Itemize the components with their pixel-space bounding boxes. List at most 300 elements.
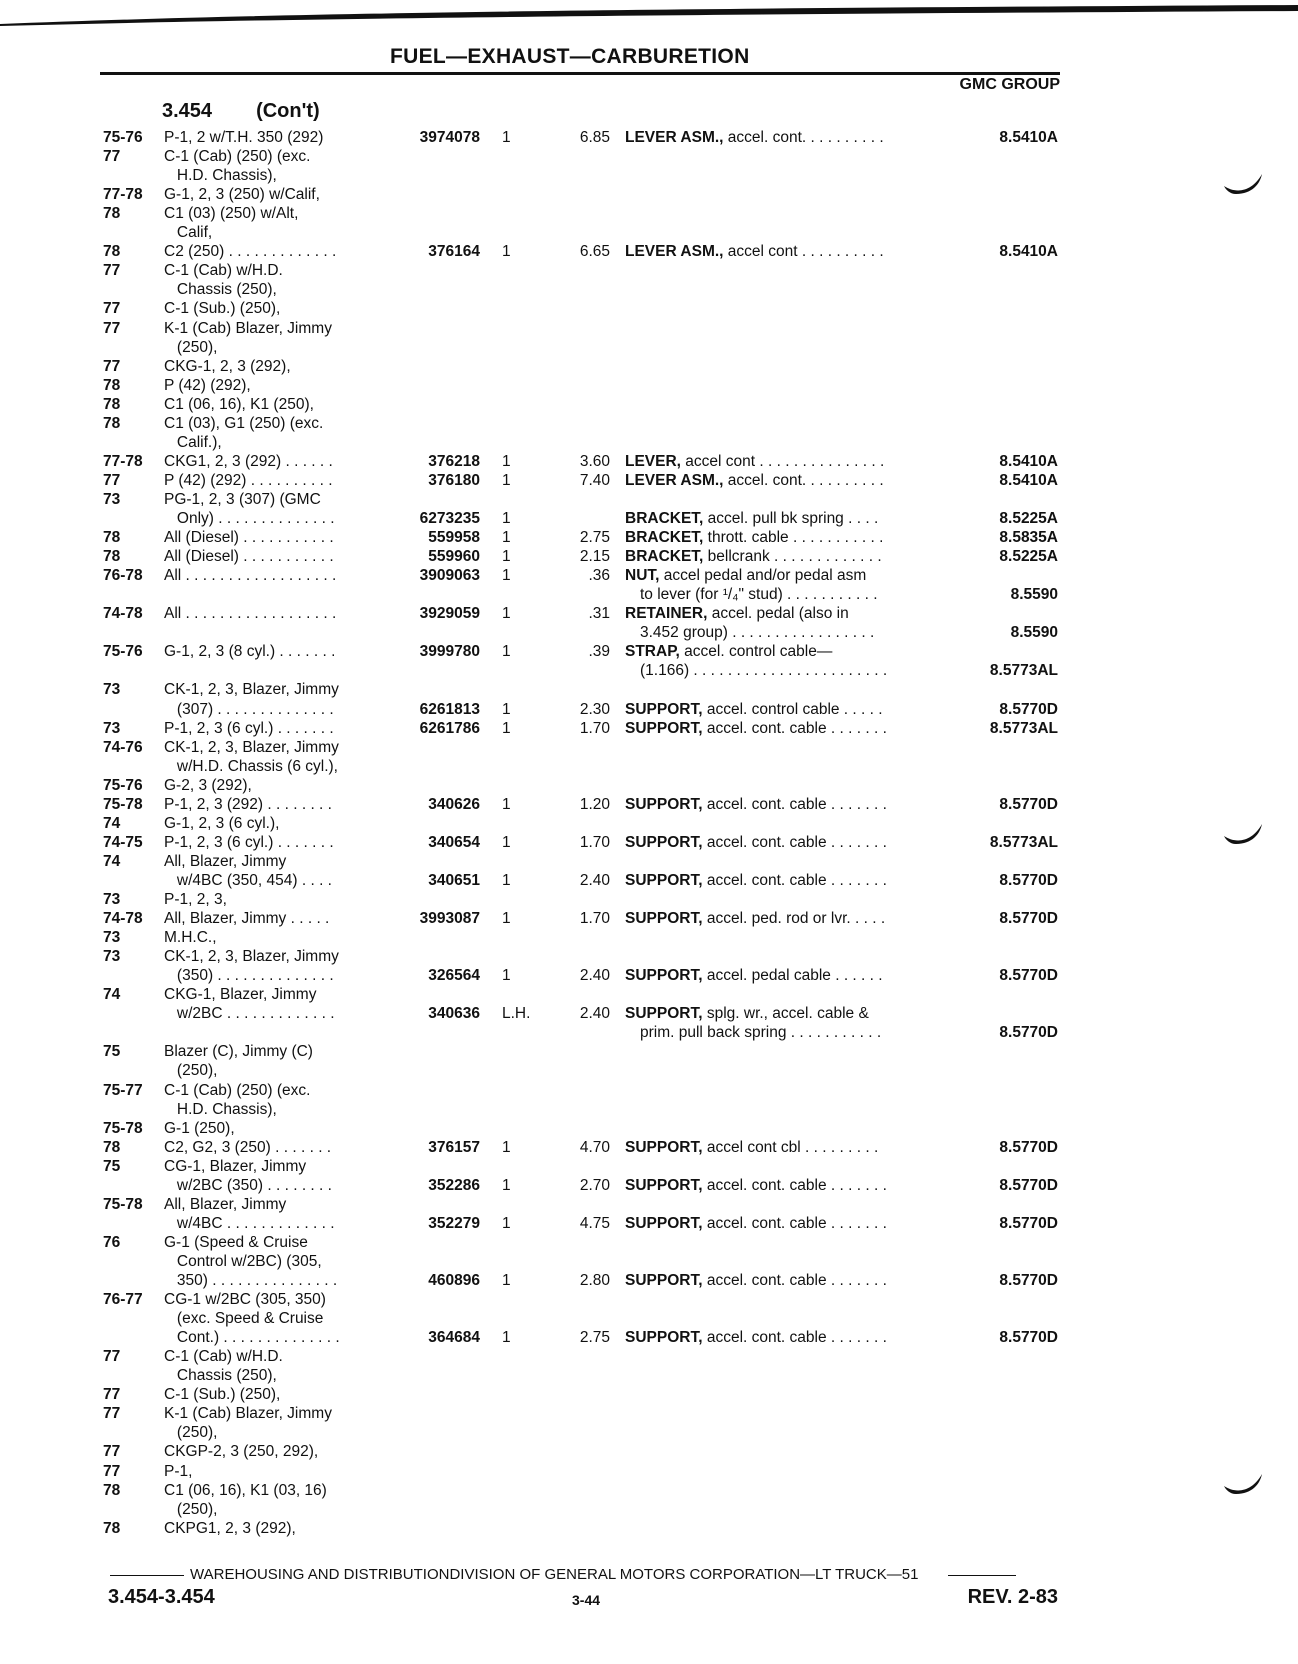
quantity: 1 bbox=[502, 243, 511, 261]
part-detail: accel. cont. cable . . . . . . . bbox=[702, 1176, 887, 1194]
application: G-1 (Speed & Cruise bbox=[164, 1233, 308, 1251]
application: CK-1, 2, 3, Blazer, Jimmy bbox=[164, 948, 339, 966]
table-row bbox=[0, 1348, 1298, 1366]
application: CG-1, Blazer, Jimmy bbox=[164, 1157, 307, 1175]
application: All . . . . . . . . . . . . . . . . . . bbox=[164, 605, 337, 623]
part-name: SUPPORT, bbox=[625, 1329, 703, 1347]
part-description bbox=[640, 662, 887, 680]
footer-text: WAREHOUSING AND DISTRIBUTIONDIVISION OF GENERAL MOTORS CORPORATION—LT TRUCK—51 bbox=[190, 1566, 919, 1583]
model-year: 73 bbox=[103, 891, 121, 908]
group-number: 8.5410A bbox=[999, 452, 1058, 470]
model-year: 78 bbox=[103, 395, 121, 413]
quantity: 1 bbox=[502, 1329, 511, 1347]
part-description bbox=[625, 967, 883, 985]
list-price: 4.70 bbox=[579, 1138, 610, 1156]
part-number: 559960 bbox=[428, 548, 480, 566]
part-description bbox=[625, 872, 887, 890]
part-number: 3974078 bbox=[419, 129, 480, 146]
application: (250), bbox=[164, 1500, 218, 1518]
part-detail: (1.166) . . . . . . . . . . . . . . . . . . . . . . . bbox=[640, 662, 888, 680]
table-row bbox=[0, 167, 1298, 185]
part-description bbox=[625, 243, 884, 261]
table-row bbox=[0, 529, 1298, 547]
application: Chassis (250), bbox=[164, 281, 277, 299]
part-description bbox=[625, 1005, 869, 1023]
part-detail: accel. cont. . . . . . . . . . bbox=[723, 129, 884, 146]
model-year: 75 bbox=[103, 1043, 121, 1061]
table-row bbox=[0, 624, 1298, 642]
part-description bbox=[625, 1177, 887, 1195]
application: All, Blazer, Jimmy . . . . . bbox=[164, 910, 330, 928]
model-year: 73 bbox=[103, 681, 121, 699]
table-row bbox=[0, 1062, 1298, 1080]
model-year: 75-78 bbox=[103, 795, 143, 813]
part-name: SUPPORT, bbox=[625, 1138, 703, 1156]
table-row bbox=[0, 796, 1298, 814]
part-description bbox=[625, 720, 887, 738]
application: C1 (06, 16), K1 (250), bbox=[164, 395, 314, 413]
application: C-1 (Cab) w/H.D. bbox=[164, 262, 283, 280]
application: C-1 (Cab) w/H.D. bbox=[164, 1348, 283, 1366]
application: CKGP-2, 3 (250, 292), bbox=[164, 1443, 319, 1461]
part-description bbox=[640, 1024, 881, 1042]
model-year: 77-78 bbox=[103, 186, 143, 204]
model-year: 78 bbox=[103, 548, 121, 566]
quantity: 1 bbox=[502, 567, 511, 585]
table-row bbox=[0, 320, 1298, 338]
table-row bbox=[0, 1367, 1298, 1385]
table-row bbox=[0, 567, 1298, 585]
list-price: 1.70 bbox=[579, 719, 610, 737]
part-number: 3909063 bbox=[419, 567, 480, 585]
part-detail: accel. ped. rod or lvr. . . . . bbox=[702, 910, 886, 928]
table-row bbox=[0, 1101, 1298, 1119]
part-description bbox=[625, 472, 884, 490]
footer-page-number: 3-44 bbox=[572, 1592, 601, 1608]
group-label: GMC GROUP bbox=[959, 76, 1060, 93]
group-number: 8.5225A bbox=[999, 510, 1058, 527]
application: w/4BC . . . . . . . . . . . . . bbox=[164, 1214, 335, 1232]
application: P-1, 2, 3 (6 cyl.) . . . . . . . bbox=[164, 719, 334, 737]
part-detail: accel cont cbl . . . . . . . . . bbox=[702, 1138, 879, 1156]
model-year: 77 bbox=[103, 471, 121, 489]
part-description bbox=[625, 701, 883, 719]
model-year: 75 bbox=[103, 1157, 121, 1175]
model-year: 75-76 bbox=[103, 776, 143, 794]
part-description bbox=[625, 1329, 887, 1347]
application: G-1, 2, 3 (6 cyl.), bbox=[164, 814, 280, 832]
part-number: 6273235 bbox=[419, 510, 480, 527]
part-number: 376180 bbox=[428, 471, 480, 489]
model-year: 78 bbox=[103, 1138, 121, 1156]
part-name: SUPPORT, bbox=[625, 1214, 703, 1232]
application: w/2BC (350) . . . . . . . . bbox=[164, 1176, 332, 1194]
part-number: 3999780 bbox=[419, 643, 480, 661]
part-number: 376164 bbox=[428, 243, 480, 261]
list-price: 2.75 bbox=[579, 1329, 610, 1347]
table-row bbox=[0, 1120, 1298, 1138]
part-name: STRAP, bbox=[625, 643, 680, 661]
group-number: 8.5590 bbox=[1010, 586, 1058, 604]
part-detail: 3.452 group) . . . . . . . . . . . . . . . . . bbox=[640, 624, 875, 642]
part-detail: accel. cont. cable . . . . . . . bbox=[702, 719, 887, 737]
quantity: 1 bbox=[502, 643, 511, 661]
part-detail: accel. cont. . . . . . . . . . bbox=[723, 471, 884, 489]
model-year: 78 bbox=[103, 1481, 121, 1499]
table-row bbox=[0, 205, 1298, 223]
application: w/H.D. Chassis (6 cyl.), bbox=[164, 757, 338, 775]
table-row bbox=[0, 148, 1298, 166]
table-row bbox=[0, 1158, 1298, 1176]
group-number: 8.5773AL bbox=[989, 662, 1058, 680]
application: C1 (06, 16), K1 (03, 16) bbox=[164, 1481, 327, 1499]
group-number: 8.5770D bbox=[999, 871, 1058, 889]
table-row bbox=[0, 910, 1298, 928]
part-name: LEVER ASM., bbox=[625, 243, 724, 261]
application: All (Diesel) . . . . . . . . . . . bbox=[164, 529, 334, 547]
group-number: 8.5590 bbox=[1010, 624, 1058, 642]
model-year: 78 bbox=[103, 243, 121, 261]
model-year: 74 bbox=[103, 986, 121, 1004]
part-number: 326564 bbox=[428, 967, 480, 985]
table-row bbox=[0, 186, 1298, 204]
model-year: 74-78 bbox=[103, 605, 143, 623]
application: Calif, bbox=[164, 224, 213, 242]
part-description bbox=[625, 129, 884, 147]
application: (350) . . . . . . . . . . . . . . bbox=[164, 967, 334, 985]
part-description bbox=[625, 796, 887, 814]
footer-rule-left bbox=[110, 1575, 184, 1576]
model-year: 77 bbox=[103, 300, 121, 318]
part-description bbox=[625, 605, 849, 623]
model-year: 77 bbox=[103, 357, 121, 375]
model-year: 76-78 bbox=[103, 567, 143, 585]
model-year: 77 bbox=[103, 1386, 121, 1404]
table-row bbox=[0, 739, 1298, 757]
group-number: 8.5770D bbox=[999, 1176, 1058, 1194]
application: C2 (250) . . . . . . . . . . . . . bbox=[164, 243, 337, 261]
list-price: 2.80 bbox=[579, 1272, 610, 1289]
part-number: 559958 bbox=[428, 529, 480, 547]
model-year: 75-78 bbox=[103, 1119, 143, 1137]
table-row bbox=[0, 853, 1298, 871]
part-description bbox=[625, 834, 887, 852]
application: C-1 (Cab) (250) (exc. bbox=[164, 148, 311, 166]
table-row bbox=[0, 586, 1298, 604]
table-row bbox=[0, 872, 1298, 890]
group-number: 8.5225A bbox=[999, 548, 1058, 566]
table-row bbox=[0, 1463, 1298, 1481]
model-year: 74 bbox=[103, 852, 121, 870]
table-row bbox=[0, 281, 1298, 299]
model-year: 77 bbox=[103, 1348, 121, 1366]
part-detail: accel. cont. cable . . . . . . . bbox=[702, 1272, 887, 1289]
part-detail: accel. pull bk spring . . . . bbox=[703, 510, 879, 527]
table-row bbox=[0, 967, 1298, 985]
group-number: 8.5770D bbox=[999, 1138, 1058, 1156]
table-row bbox=[0, 1520, 1298, 1538]
model-year: 78 bbox=[103, 376, 121, 394]
list-price: 1.70 bbox=[579, 910, 610, 928]
table-row bbox=[0, 1139, 1298, 1157]
application: K-1 (Cab) Blazer, Jimmy bbox=[164, 1405, 332, 1423]
table-row bbox=[0, 1082, 1298, 1100]
part-name: SUPPORT, bbox=[625, 719, 703, 737]
part-name: BRACKET, bbox=[625, 529, 704, 547]
section-heading bbox=[162, 100, 320, 123]
application: P (42) (292), bbox=[164, 376, 251, 394]
table-row bbox=[0, 339, 1298, 357]
part-name: LEVER ASM., bbox=[625, 471, 724, 489]
group-number: 8.5410A bbox=[999, 129, 1058, 146]
model-year: 74-75 bbox=[103, 833, 143, 851]
application: C2, G2, 3 (250) . . . . . . . bbox=[164, 1138, 332, 1156]
model-year: 77 bbox=[103, 1462, 121, 1480]
part-detail: thrott. cable . . . . . . . . . . . bbox=[703, 529, 884, 547]
part-description bbox=[640, 586, 878, 604]
list-price: 2.15 bbox=[579, 548, 610, 566]
model-year: 77 bbox=[103, 262, 121, 280]
table-row bbox=[0, 815, 1298, 833]
table-row bbox=[0, 1272, 1298, 1290]
quantity: 1 bbox=[502, 795, 511, 813]
application: H.D. Chassis), bbox=[164, 1100, 277, 1118]
part-detail: accel cont . . . . . . . . . . . . . . . bbox=[680, 452, 885, 470]
table-row bbox=[0, 415, 1298, 433]
part-name: SUPPORT, bbox=[625, 833, 703, 851]
list-price: 2.40 bbox=[579, 967, 610, 985]
table-row bbox=[0, 1443, 1298, 1461]
application: G-1, 2, 3 (8 cyl.) . . . . . . . bbox=[164, 643, 336, 661]
table-row bbox=[0, 758, 1298, 776]
quantity: 1 bbox=[502, 700, 511, 718]
part-name: SUPPORT, bbox=[625, 1176, 703, 1194]
table-row bbox=[0, 1005, 1298, 1023]
quantity: 1 bbox=[502, 910, 511, 928]
part-description bbox=[625, 643, 832, 661]
footer-revision: REV. 2-83 bbox=[967, 1586, 1058, 1608]
quantity: 1 bbox=[502, 129, 511, 146]
table-row bbox=[0, 243, 1298, 261]
table-row bbox=[0, 396, 1298, 414]
application: Chassis (250), bbox=[164, 1367, 277, 1385]
section-number: 3.454 bbox=[162, 100, 213, 122]
model-year: 78 bbox=[103, 529, 121, 547]
application: K-1 (Cab) Blazer, Jimmy bbox=[164, 319, 332, 337]
table-row bbox=[0, 834, 1298, 852]
table-row bbox=[0, 300, 1298, 318]
table-row bbox=[0, 720, 1298, 738]
part-detail: accel. cont. cable . . . . . . . bbox=[702, 795, 887, 813]
group-number: 8.5770D bbox=[999, 700, 1058, 718]
model-year: 75-76 bbox=[103, 643, 143, 661]
table-row bbox=[0, 1501, 1298, 1519]
part-description bbox=[625, 1139, 878, 1157]
model-year: 76 bbox=[103, 1233, 121, 1251]
list-price: .31 bbox=[588, 605, 610, 623]
table-row bbox=[0, 1043, 1298, 1061]
application: Blazer (C), Jimmy (C) bbox=[164, 1043, 313, 1061]
quantity: 1 bbox=[502, 471, 511, 489]
quantity: 1 bbox=[502, 452, 511, 470]
part-detail: accel. cont. cable . . . . . . . bbox=[702, 833, 887, 851]
group-number: 8.5770D bbox=[999, 967, 1058, 985]
quantity: 1 bbox=[502, 1214, 511, 1232]
list-price: .36 bbox=[588, 567, 610, 585]
part-number: 6261813 bbox=[419, 700, 480, 718]
table-row bbox=[0, 262, 1298, 280]
application: G-2, 3 (292), bbox=[164, 776, 252, 794]
part-detail: accel. control cable— bbox=[679, 643, 833, 661]
list-price: 2.75 bbox=[579, 529, 610, 547]
table-row bbox=[0, 1291, 1298, 1309]
quantity: L.H. bbox=[502, 1005, 531, 1023]
application: CK-1, 2, 3, Blazer, Jimmy bbox=[164, 738, 339, 756]
group-number: 8.5770D bbox=[999, 1024, 1058, 1042]
part-name: SUPPORT, bbox=[625, 910, 703, 928]
application: (250), bbox=[164, 338, 218, 356]
table-row bbox=[0, 510, 1298, 528]
binding-hole-mark bbox=[1222, 168, 1266, 198]
application: w/2BC . . . . . . . . . . . . . bbox=[164, 1005, 335, 1023]
table-row bbox=[0, 1329, 1298, 1347]
table-row bbox=[0, 377, 1298, 395]
list-price: 7.40 bbox=[579, 471, 610, 489]
part-detail: accel cont . . . . . . . . . . bbox=[723, 243, 884, 261]
part-name: SUPPORT, bbox=[625, 795, 703, 813]
group-number: 8.5410A bbox=[999, 471, 1058, 489]
part-detail: splg. wr., accel. cable & bbox=[702, 1005, 869, 1023]
table-row bbox=[0, 1386, 1298, 1404]
application: PG-1, 2, 3 (307) (GMC bbox=[164, 490, 321, 508]
list-price: 2.70 bbox=[579, 1176, 610, 1194]
table-row bbox=[0, 1405, 1298, 1423]
quantity: 1 bbox=[502, 1272, 511, 1289]
application: Cont.) . . . . . . . . . . . . . . bbox=[164, 1329, 340, 1347]
group-number: 8.5410A bbox=[999, 243, 1058, 261]
part-name: LEVER, bbox=[625, 452, 681, 470]
application: (250), bbox=[164, 1424, 218, 1442]
model-year: 73 bbox=[103, 948, 121, 966]
top-scan-edge bbox=[0, 0, 1298, 26]
part-number: 364684 bbox=[428, 1329, 480, 1347]
model-year: 73 bbox=[103, 490, 121, 508]
section-continued: (Con't) bbox=[256, 100, 320, 122]
application: CKPG1, 2, 3 (292), bbox=[164, 1519, 296, 1537]
model-year: 77 bbox=[103, 1443, 121, 1461]
list-price: 6.85 bbox=[579, 129, 610, 146]
table-row bbox=[0, 1310, 1298, 1328]
table-row bbox=[0, 491, 1298, 509]
table-row bbox=[0, 1196, 1298, 1214]
model-year: 77-78 bbox=[103, 452, 143, 470]
table-row bbox=[0, 662, 1298, 680]
application: P-1, 2 w/T.H. 350 (292) bbox=[164, 129, 324, 146]
application: CKG-1, 2, 3 (292), bbox=[164, 357, 291, 375]
application: Control w/2BC) (305, bbox=[164, 1252, 322, 1270]
application: All (Diesel) . . . . . . . . . . . bbox=[164, 548, 334, 566]
table-row bbox=[0, 1215, 1298, 1233]
part-number: 3993087 bbox=[419, 910, 480, 928]
part-description bbox=[640, 624, 874, 642]
quantity: 1 bbox=[502, 833, 511, 851]
part-name: NUT, bbox=[625, 567, 660, 585]
list-price: 1.20 bbox=[579, 795, 610, 813]
application: (250), bbox=[164, 1062, 218, 1080]
application: CKG-1, Blazer, Jimmy bbox=[164, 986, 317, 1004]
part-number: 352279 bbox=[428, 1214, 480, 1232]
part-number: 3929059 bbox=[419, 605, 480, 623]
table-row bbox=[0, 1253, 1298, 1271]
application: C-1 (Cab) (250) (exc. bbox=[164, 1081, 311, 1099]
quantity: 1 bbox=[502, 871, 511, 889]
quantity: 1 bbox=[502, 510, 511, 527]
table-row bbox=[0, 1424, 1298, 1442]
application: G-1, 2, 3 (250) w/Calif, bbox=[164, 186, 320, 204]
quantity: 1 bbox=[502, 529, 511, 547]
list-price: 2.30 bbox=[579, 700, 610, 718]
model-year: 74-76 bbox=[103, 738, 143, 756]
application: P-1, 2, 3 (292) . . . . . . . . bbox=[164, 795, 332, 813]
model-year: 75-76 bbox=[103, 129, 143, 146]
group-number: 8.5770D bbox=[999, 910, 1058, 928]
part-number: 376218 bbox=[428, 452, 480, 470]
table-row bbox=[0, 129, 1298, 147]
part-number: 6261786 bbox=[419, 719, 480, 737]
part-name: LEVER ASM., bbox=[625, 129, 724, 146]
part-description bbox=[625, 510, 878, 528]
part-name: BRACKET, bbox=[625, 548, 704, 566]
footer-section-range: 3.454-3.454 bbox=[108, 1586, 215, 1608]
part-description bbox=[625, 910, 885, 928]
part-number: 340636 bbox=[428, 1005, 480, 1023]
part-number: 376157 bbox=[428, 1138, 480, 1156]
footer-line bbox=[110, 1566, 1016, 1583]
footer-rule-right bbox=[948, 1575, 1016, 1576]
part-name: SUPPORT, bbox=[625, 700, 703, 718]
part-description bbox=[625, 1272, 887, 1290]
part-detail: accel. cont. cable . . . . . . . bbox=[702, 1329, 887, 1347]
application: CK-1, 2, 3, Blazer, Jimmy bbox=[164, 681, 339, 699]
application: M.H.C., bbox=[164, 929, 217, 947]
model-year: 78 bbox=[103, 205, 121, 223]
quantity: 1 bbox=[502, 605, 511, 623]
title-rule bbox=[100, 72, 1060, 75]
application: (exc. Speed & Cruise bbox=[164, 1310, 324, 1328]
quantity: 1 bbox=[502, 548, 511, 566]
application: All . . . . . . . . . . . . . . . . . . bbox=[164, 567, 337, 585]
model-year: 74 bbox=[103, 814, 121, 832]
quantity: 1 bbox=[502, 1176, 511, 1194]
application: 350) . . . . . . . . . . . . . . . bbox=[164, 1272, 338, 1289]
part-number: 340654 bbox=[428, 833, 480, 851]
application: (307) . . . . . . . . . . . . . . bbox=[164, 700, 334, 718]
table-row bbox=[0, 948, 1298, 966]
application: P-1, 2, 3, bbox=[164, 891, 227, 908]
group-number: 8.5773AL bbox=[989, 719, 1058, 737]
model-year: 78 bbox=[103, 414, 121, 432]
list-price: 1.70 bbox=[579, 833, 610, 851]
table-row bbox=[0, 1177, 1298, 1195]
page-title: FUEL—EXHAUST—CARBURETION bbox=[390, 45, 750, 68]
model-year: 74-78 bbox=[103, 910, 143, 928]
group-number: 8.5770D bbox=[999, 1272, 1058, 1289]
list-price: 3.60 bbox=[579, 452, 610, 470]
part-number: 340651 bbox=[428, 871, 480, 889]
table-row bbox=[0, 453, 1298, 471]
part-name: BRACKET, bbox=[625, 510, 704, 527]
table-row bbox=[0, 358, 1298, 376]
